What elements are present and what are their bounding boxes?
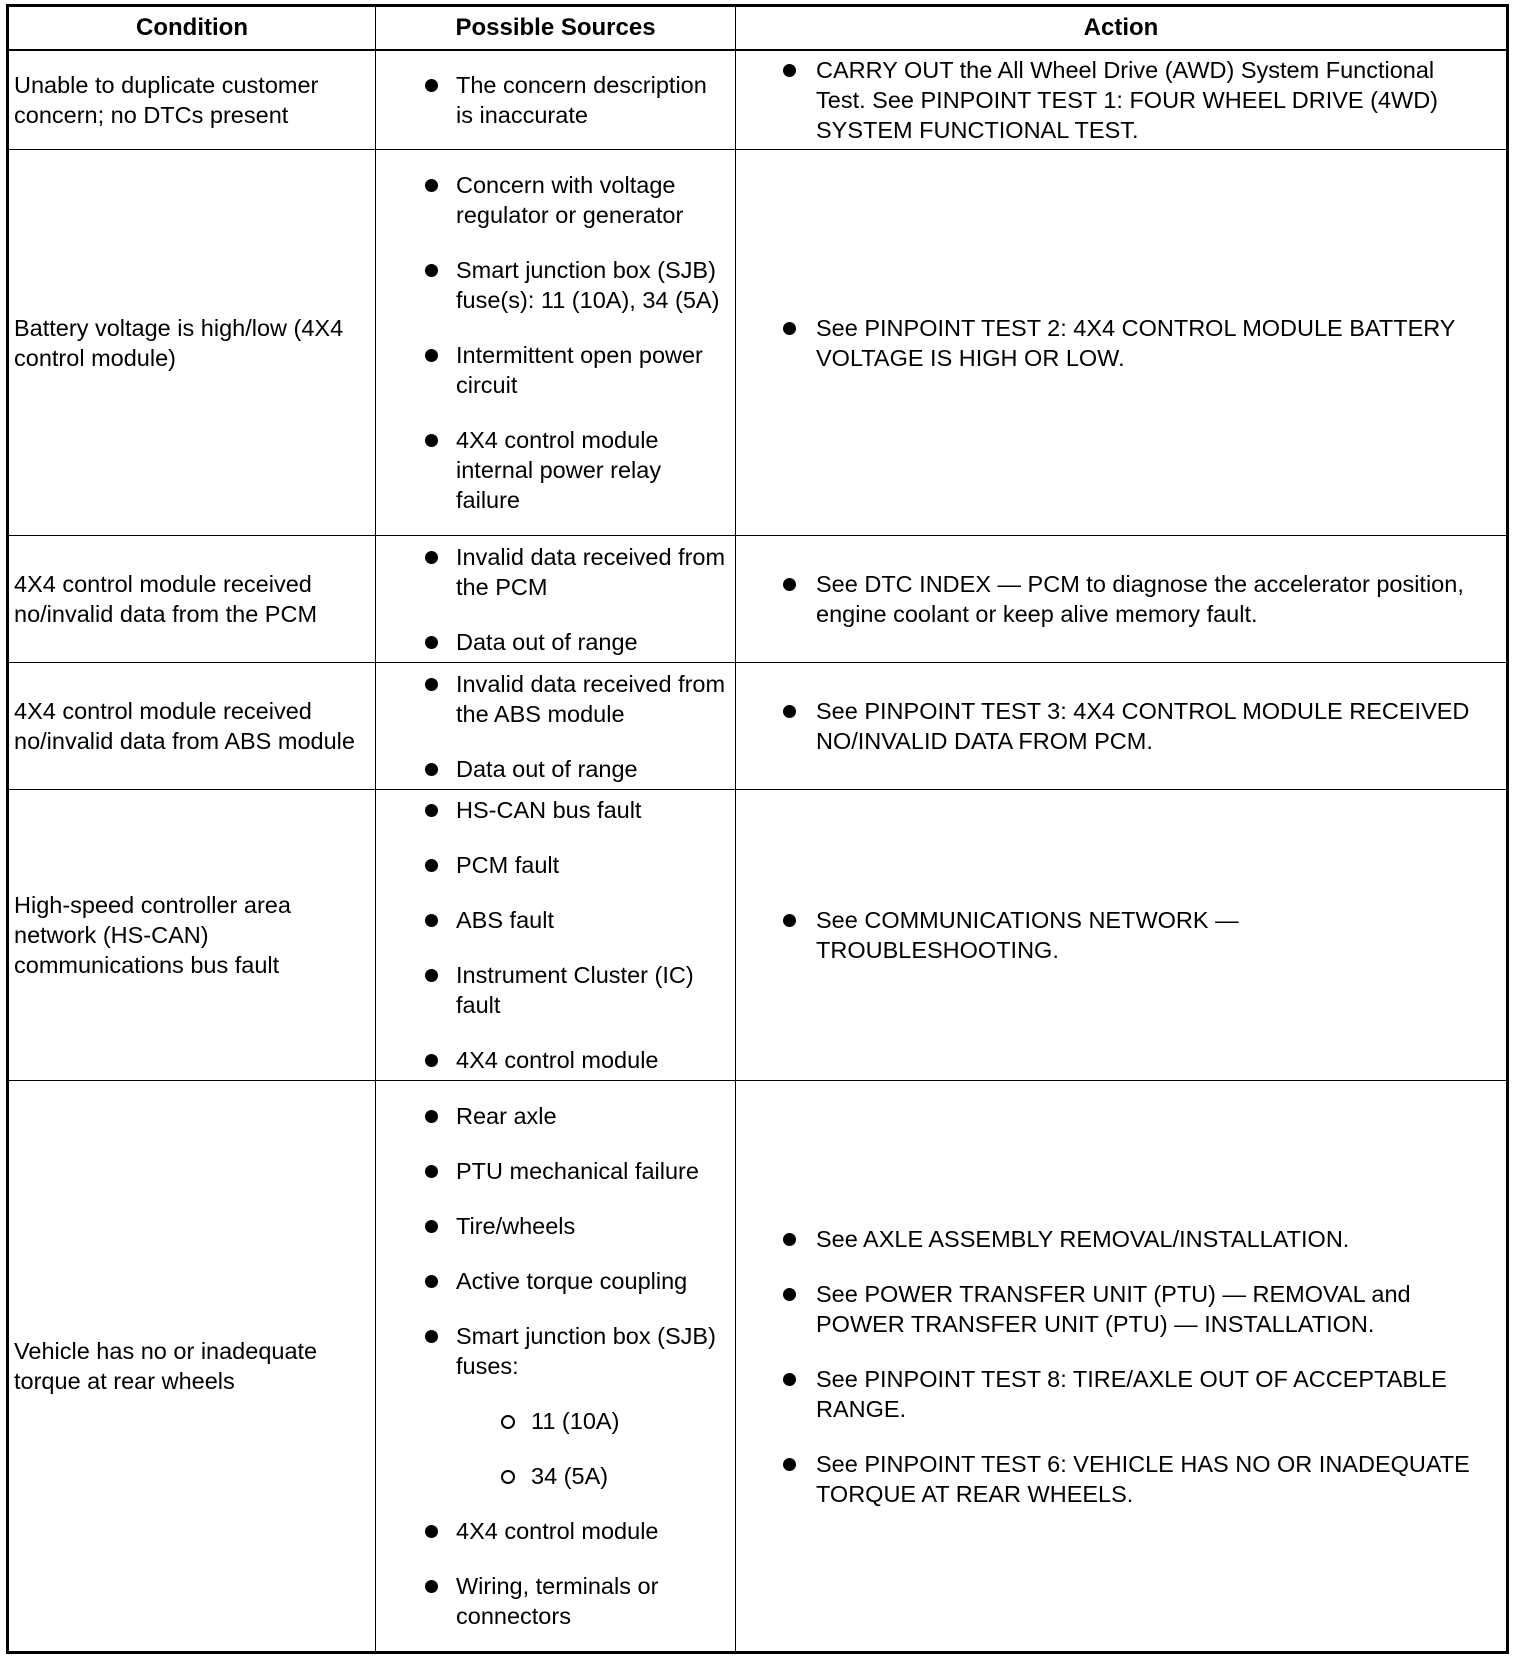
- action-cell: [736, 150, 1508, 536]
- actions-list: [736, 569, 1506, 629]
- header-row: [8, 6, 1508, 51]
- condition-cell: Battery voltage is high/low (4X4 control module): [8, 150, 376, 536]
- condition-cell: High-speed controller area network (HS-CAN) communications bus fault: [8, 790, 376, 1081]
- action-cell: [736, 1081, 1508, 1653]
- source-item: ABS fault: [376, 905, 735, 935]
- action-cell: [736, 536, 1508, 663]
- condition-cell: Vehicle has no or inadequate torque at rear wheels: [8, 1081, 376, 1653]
- action-item: See PINPOINT TEST 8: TIRE/AXLE OUT OF ACCEPTABLE RANGE.: [736, 1364, 1506, 1424]
- sources-list: [376, 669, 735, 784]
- sources-list: [376, 542, 735, 657]
- sources-list: [376, 70, 735, 130]
- table-row: [8, 536, 1508, 663]
- sources-list: [376, 170, 735, 515]
- sources-cell: [376, 663, 736, 790]
- action-item: See PINPOINT TEST 6: VEHICLE HAS NO OR INADEQUATE TORQUE AT REAR WHEELS.: [736, 1449, 1506, 1509]
- source-item: Tire/wheels: [376, 1211, 735, 1241]
- condition-cell: 4X4 control module received no/invalid data from ABS module: [8, 663, 376, 790]
- action-item: See POWER TRANSFER UNIT (PTU) — REMOVAL and POWER TRANSFER UNIT (PTU) — INSTALLATION.: [736, 1279, 1506, 1339]
- source-item: PCM fault: [376, 850, 735, 880]
- source-item: Invalid data received from the PCM: [376, 542, 735, 602]
- actions-list: [736, 55, 1506, 145]
- action-item: See DTC INDEX — PCM to diagnose the accelerator position, engine coolant or keep alive memory fault.: [736, 569, 1506, 629]
- table-row: [8, 50, 1508, 150]
- actions-list: [736, 696, 1506, 756]
- source-item: Data out of range: [376, 754, 735, 784]
- source-item: Rear axle: [376, 1101, 735, 1131]
- source-item: Invalid data received from the ABS module: [376, 669, 735, 729]
- source-item: 4X4 control module internal power relay failure: [376, 425, 735, 515]
- source-item: Instrument Cluster (IC) fault: [376, 960, 735, 1020]
- actions-list: [736, 905, 1506, 965]
- sources-list: [376, 1101, 735, 1631]
- header-possible-sources: Possible Sources: [376, 6, 736, 51]
- source-item: Data out of range: [376, 627, 735, 657]
- sources-cell: [376, 536, 736, 663]
- action-cell: [736, 663, 1508, 790]
- table-row: [8, 790, 1508, 1081]
- source-item: Intermittent open power circuit: [376, 340, 735, 400]
- sources-cell: [376, 1081, 736, 1653]
- sources-cell: [376, 150, 736, 536]
- source-item: Wiring, terminals or connectors: [376, 1571, 735, 1631]
- action-item: See PINPOINT TEST 2: 4X4 CONTROL MODULE BATTERY VOLTAGE IS HIGH OR LOW.: [736, 313, 1506, 373]
- action-cell: [736, 790, 1508, 1081]
- fuse-item: 11 (10A): [451, 1406, 729, 1436]
- source-item-with-fuses: [376, 1321, 735, 1491]
- source-item: Smart junction box (SJB) fuse(s): 11 (10A), 34 (5A): [376, 255, 735, 315]
- header-condition: Condition: [8, 6, 376, 51]
- table-row: [8, 1081, 1508, 1653]
- table-row: [8, 150, 1508, 536]
- actions-list: [736, 1224, 1506, 1509]
- sources-cell: [376, 50, 736, 150]
- action-cell: [736, 50, 1508, 150]
- condition-cell: 4X4 control module received no/invalid data from the PCM: [8, 536, 376, 663]
- header-action: Action: [736, 6, 1508, 51]
- action-item: See AXLE ASSEMBLY REMOVAL/INSTALLATION.: [736, 1224, 1506, 1254]
- action-item: CARRY OUT the All Wheel Drive (AWD) System Functional Test. See PINPOINT TEST 1: FOUR WHEEL DRIVE (4WD) SYSTEM FUNCTIONAL TEST.: [736, 55, 1506, 145]
- table-row: [8, 663, 1508, 790]
- diagnostic-table: [6, 4, 1509, 1654]
- sources-list: [376, 795, 735, 1075]
- source-item: Active torque coupling: [376, 1266, 735, 1296]
- actions-list: [736, 313, 1506, 373]
- condition-cell: Unable to duplicate customer concern; no DTCs present: [8, 50, 376, 150]
- source-item: 4X4 control module: [376, 1516, 735, 1546]
- source-item-label: Smart junction box (SJB) fuses:: [456, 1323, 716, 1379]
- source-item: HS-CAN bus fault: [376, 795, 735, 825]
- action-item: See PINPOINT TEST 3: 4X4 CONTROL MODULE RECEIVED NO/INVALID DATA FROM PCM.: [736, 696, 1506, 756]
- source-item: The concern description is inaccurate: [376, 70, 735, 130]
- source-item: PTU mechanical failure: [376, 1156, 735, 1186]
- fuse-list: [456, 1406, 729, 1491]
- action-item: See COMMUNICATIONS NETWORK — TROUBLESHOOTING.: [736, 905, 1506, 965]
- fuse-item: 34 (5A): [451, 1461, 729, 1491]
- source-item: 4X4 control module: [376, 1045, 735, 1075]
- sources-cell: [376, 790, 736, 1081]
- source-item: Concern with voltage regulator or generator: [376, 170, 735, 230]
